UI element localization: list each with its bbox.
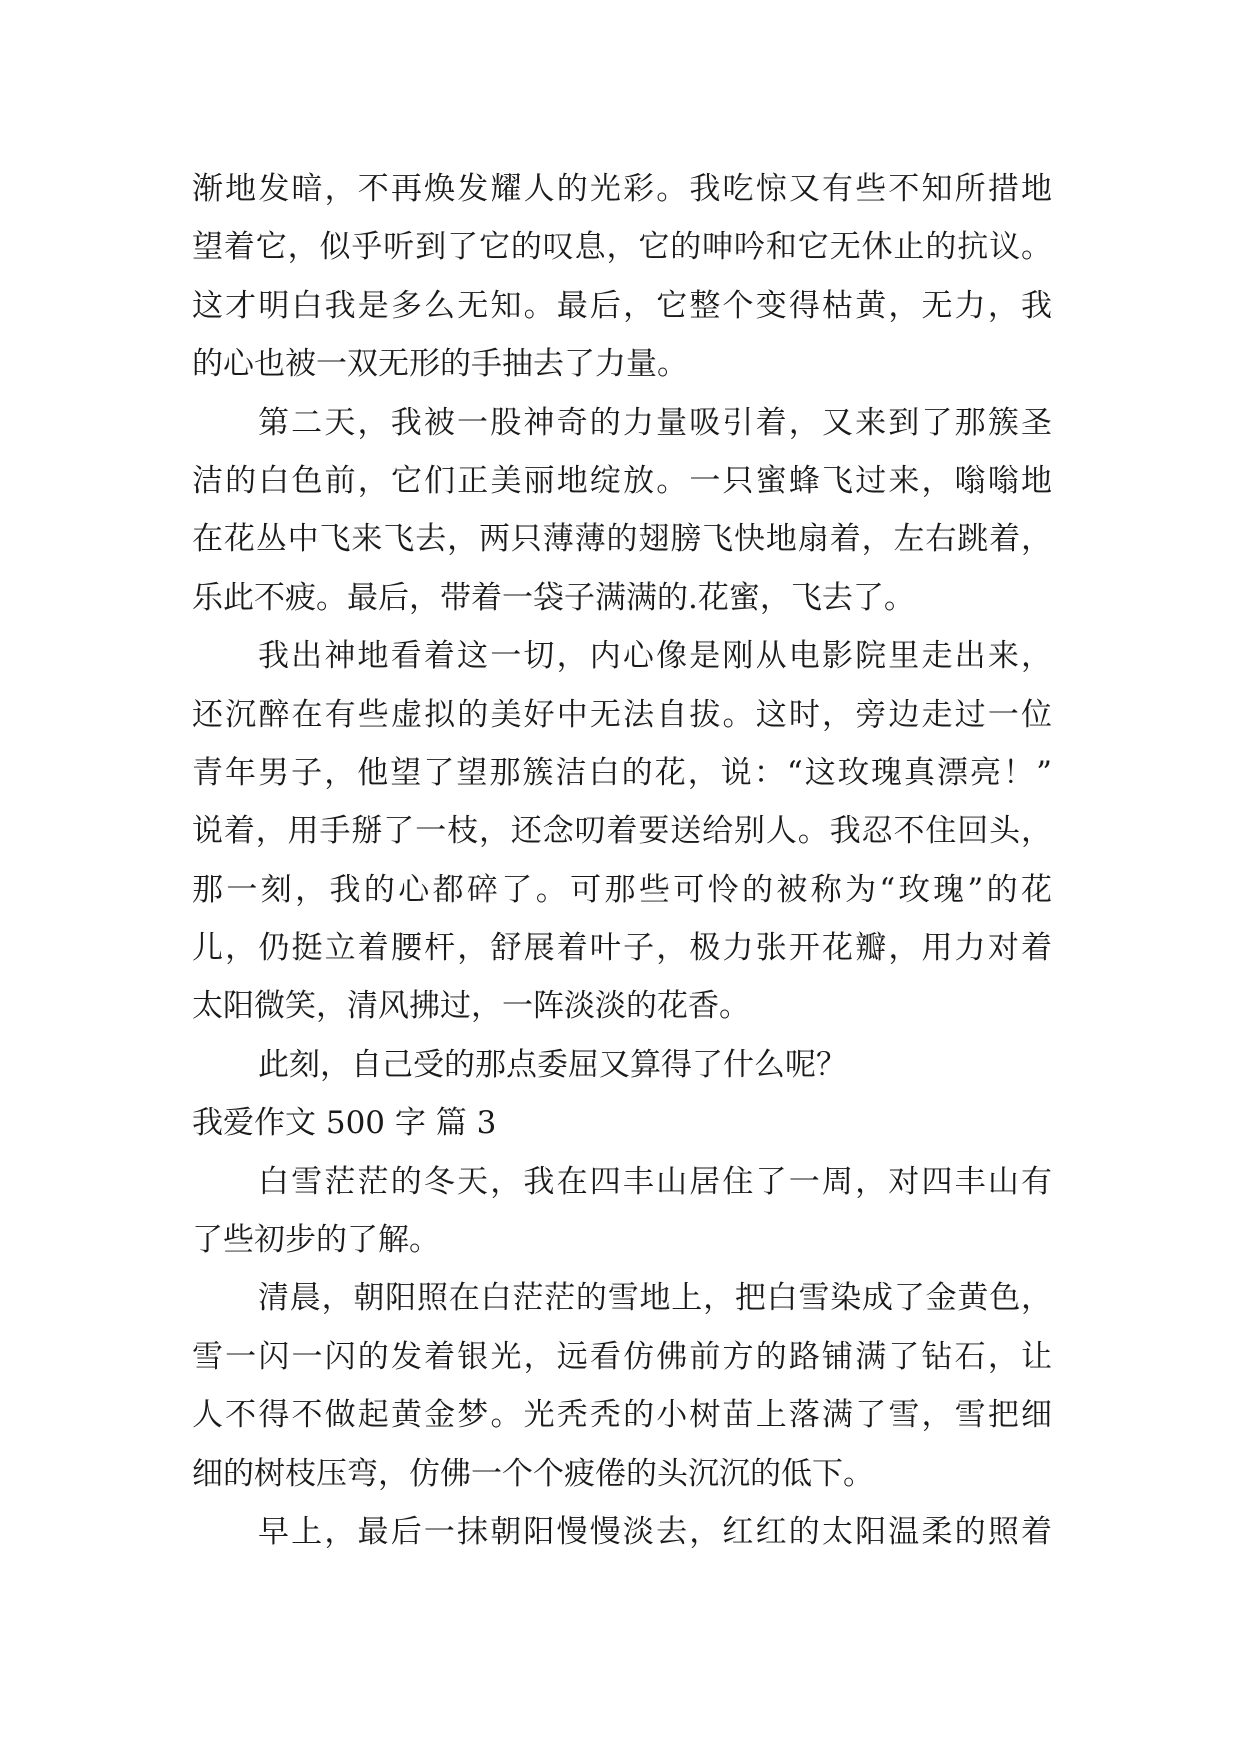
text-line: 了些初步的了解。 — [192, 1222, 440, 1259]
document-page — [192, 160, 1052, 1561]
text-line: 那一刻，我的心都碎了。可那些可怜的被称为“玫瑰”的花 — [192, 871, 1052, 908]
text-line: 的心也被一双无形的手抽去了力量。 — [192, 346, 688, 383]
paragraph-1 — [192, 160, 1052, 394]
paragraph-3 — [192, 627, 1052, 1036]
text-line: 洁的白色前，它们正美丽地绽放。一只蜜蜂飞过来，嗡嗡地 — [192, 462, 1052, 499]
paragraph-4 — [192, 1036, 1052, 1094]
text-line: 细的树枝压弯，仿佛一个个疲倦的头沉沉的低下。 — [192, 1455, 874, 1492]
paragraph-6 — [192, 1269, 1052, 1503]
paragraph-5 — [192, 1153, 1052, 1270]
text-line: 说着，用手掰了一枝，还念叨着要送给别人。我忍不住回头， — [192, 813, 1052, 850]
text-line: 雪一闪一闪的发着银光，远看仿佛前方的路铺满了钻石，让 — [192, 1338, 1052, 1375]
section-heading: 我爱作文 500 字 篇 3 — [192, 1105, 497, 1142]
paragraph-2 — [192, 394, 1052, 628]
text-line: 我出神地看着这一切，内心像是刚从电影院里走出来， — [258, 638, 1052, 675]
text-line: 乐此不疲。最后，带着一袋子满满的.花蜜，飞去了。 — [192, 579, 915, 616]
text-line: 渐地发暗，不再焕发耀人的光彩。我吃惊又有些不知所措地 — [192, 171, 1052, 207]
text-line: 还沉醉在有些虚拟的美好中无法自拔。这时，旁边走过一位 — [192, 696, 1052, 733]
text-line: 这才明白我是多么无知。最后，它整个变得枯黄，无力，我 — [192, 287, 1052, 324]
text-line: 早上，最后一抹朝阳慢慢淡去，红红的太阳温柔的照着 — [258, 1513, 1052, 1550]
text-line: 儿，仍挺立着腰杆，舒展着叶子，极力张开花瓣，用力对着 — [192, 930, 1052, 967]
text-line: 清晨，朝阳照在白茫茫的雪地上，把白雪染成了金黄色， — [258, 1280, 1052, 1317]
text-line: 白雪茫茫的冬天，我在四丰山居住了一周，对四丰山有 — [258, 1163, 1052, 1200]
text-line: 青年男子，他望了望那簇洁白的花，说：“这玫瑰真漂亮！” — [192, 754, 1052, 791]
text-line: 第二天，我被一股神奇的力量吸引着，又来到了那簇圣 — [258, 404, 1052, 441]
paragraph-7 — [192, 1503, 1052, 1561]
text-line: 此刻，自己受的那点委屈又算得了什么呢？ — [258, 1046, 847, 1083]
text-line: 在花丛中飞来飞去，两只薄薄的翅膀飞快地扇着，左右跳着， — [192, 521, 1052, 558]
text-line: 人不得不做起黄金梦。光秃秃的小树苗上落满了雪，雪把细 — [192, 1397, 1052, 1434]
text-line: 望着它，似乎听到了它的叹息，它的呻吟和它无休止的抗议。 — [192, 229, 1052, 266]
text-line: 太阳微笑，清风拂过，一阵淡淡的花香。 — [192, 988, 750, 1025]
